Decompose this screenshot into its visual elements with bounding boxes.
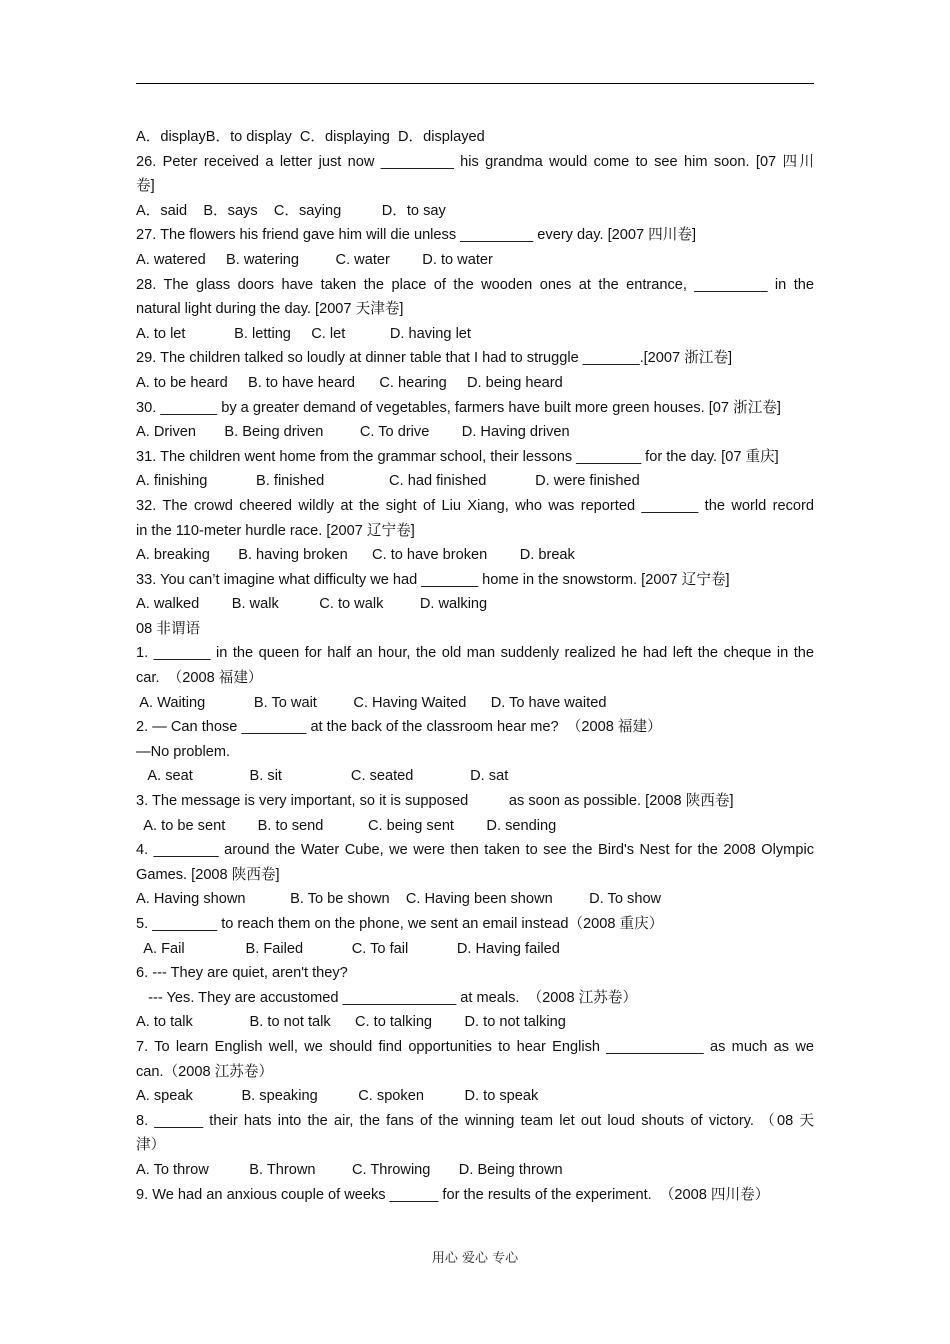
text-line: 26. Peter received a letter just now _________ his grandma would come to see him soon. [07 四川: [136, 153, 814, 170]
text-line: 7. To learn English well, we should find opportunities to hear English ____________ as much as we: [136, 1038, 814, 1055]
text-line: in the 110-meter hurdle race. [2007 辽宁卷]: [136, 522, 415, 539]
text-line: 9. We had an anxious couple of weeks ______ for the results of the experiment. （2008 四川卷）: [136, 1186, 770, 1203]
text-line: 5. ________ to reach them on the phone, we sent an email instead（2008 重庆）: [136, 916, 664, 932]
text-line: 28. The glass doors have taken the place of the wooden ones at the entrance, _________ in the: [136, 276, 814, 293]
text-line: A. to talk B. to not talk C. to talking D. to not talking: [136, 1014, 566, 1031]
text-line: A. To throw B. Thrown C. Throwing D. Being thrown: [136, 1161, 563, 1178]
document-body: [136, 125, 814, 1207]
text-line: A. breaking B. having broken C. to have broken D. break: [136, 547, 575, 564]
header-rule: [136, 83, 814, 84]
text-line: A. to let B. letting C. let D. having let: [136, 325, 471, 342]
text-line: 31. The children went home from the grammar school, their lessons ________ for the day. [07 重庆]: [136, 448, 779, 465]
text-line: A. Driven B. Being driven C. To drive D. Having driven: [136, 424, 570, 441]
text-line: Games. [2008 陕西卷]: [136, 866, 280, 883]
text-line: 2. — Can those ________ at the back of the classroom hear me? （2008 福建）: [136, 719, 662, 736]
text-line: 29. The children talked so loudly at dinner table that I had to struggle _______.[2007 浙江卷]: [136, 350, 733, 367]
text-line: A. speak B. speaking C. spoken D. to speak: [136, 1088, 539, 1105]
text-line: 4. ________ around the Water Cube, we were then taken to see the Bird's Nest for the 2008 Olympic: [136, 842, 814, 859]
text-line: 33. You can’t imagine what difficulty we had _______ home in the snowstorm. [2007 辽宁卷]: [136, 571, 730, 588]
text-line: A. seat B. sit C. seated D. sat: [136, 768, 509, 785]
text-line: A. Having shown B. To be shown C. Having been shown D. To show: [136, 891, 662, 908]
text-line: A．displayB．to display C．displaying D．displayed: [136, 129, 485, 145]
text-line: A. Fail B. Failed C. To fail D. Having failed: [136, 940, 560, 957]
text-line: 8. ______ their hats into the air, the fans of the winning team let out loud shouts of victory. （08 天: [136, 1112, 814, 1129]
text-line: 3. The message is very important, so it is supposed as soon as possible. [2008 陕西卷]: [136, 793, 734, 810]
text-line: 27. The flowers his friend gave him will die unless _________ every day. [2007 四川卷]: [136, 227, 696, 244]
text-line: 津）: [136, 1137, 166, 1154]
text-line: A. to be heard B. to have heard C. hearing D. being heard: [136, 374, 563, 391]
text-line: --- Yes. They are accustomed ______________ at meals. （2008 江苏卷）: [136, 989, 638, 1006]
text-line: car. （2008 福建）: [136, 670, 263, 687]
text-line: 30. _______ by a greater demand of vegetables, farmers have built more green houses. [07 浙江卷]: [136, 399, 781, 416]
text-line: A. walked B. walk C. to walk D. walking: [136, 596, 488, 613]
text-line: A．said B．says C．saying D．to say: [136, 202, 446, 219]
text-line: natural light during the day. [2007 天津卷]: [136, 301, 404, 318]
text-line: 6. --- They are quiet, aren't they?: [136, 965, 348, 982]
page-footer: 用心 爱心 专心: [431, 1251, 519, 1266]
text-line: A. watered B. watering C. water D. to water: [136, 251, 493, 268]
text-line: A. to be sent B. to send C. being sent D. sending: [136, 817, 557, 834]
text-line: 卷]: [136, 178, 155, 195]
text-line: 32. The crowd cheered wildly at the sight of Liu Xiang, who was reported _______ the world record: [136, 497, 814, 514]
text-line: —No problem.: [136, 743, 231, 760]
text-line: A. finishing B. finished C. had finished D. were finished: [136, 473, 640, 490]
text-line: A. Waiting B. To wait C. Having Waited D. To have waited: [136, 694, 607, 711]
text-line: 08 非谓语: [136, 620, 201, 637]
text-line: 1. _______ in the queen for half an hour, the old man suddenly realized he had left the cheque in the: [136, 645, 814, 662]
text-line: can.（2008 江苏卷）: [136, 1063, 274, 1080]
